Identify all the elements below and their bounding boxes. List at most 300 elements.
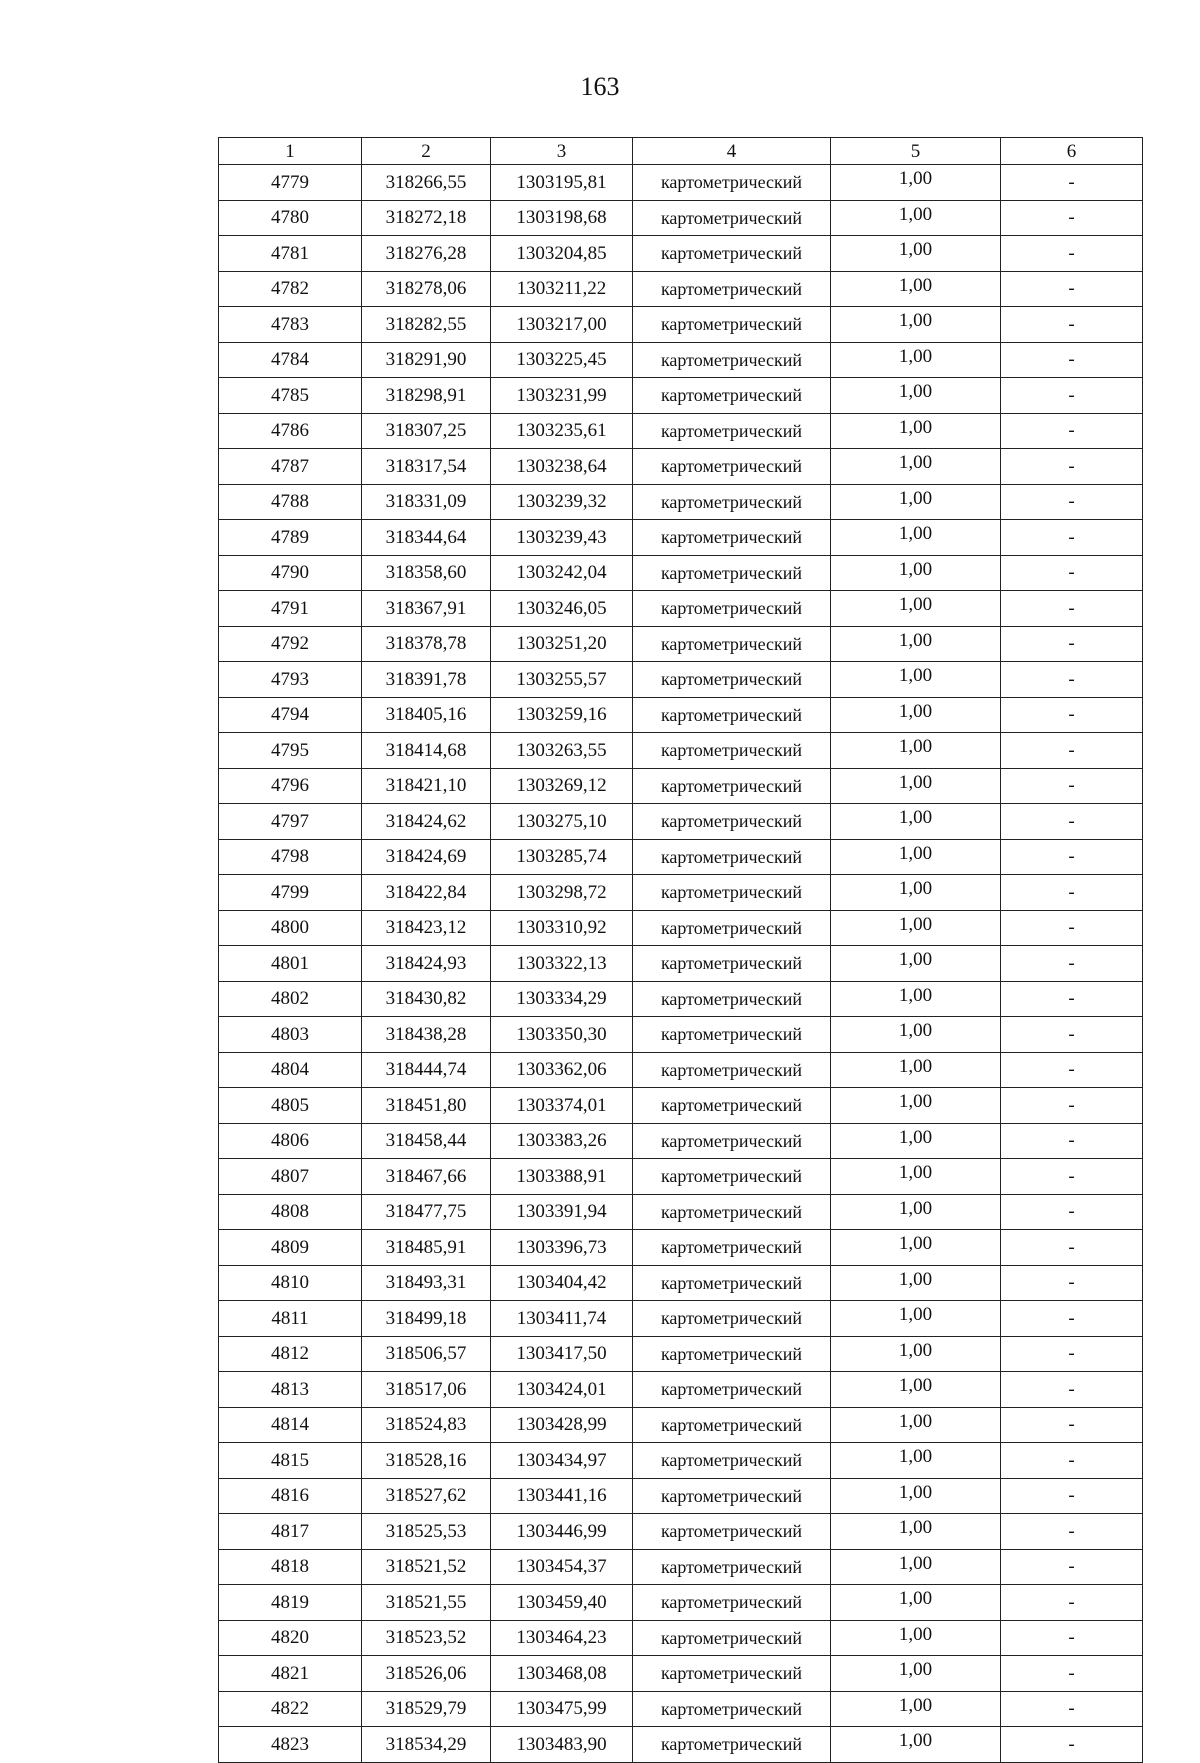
note-cell: - [1001, 1159, 1143, 1195]
note-cell: - [1001, 1585, 1143, 1621]
method-cell: картометрический [633, 1691, 831, 1727]
column-header: 5 [831, 138, 1001, 165]
y-coordinate-cell: 1303217,00 [491, 307, 633, 343]
accuracy-cell: 1,00 [831, 1549, 1001, 1585]
table-header-row [219, 138, 1143, 165]
table-row [219, 342, 1143, 378]
note-cell: - [1001, 236, 1143, 272]
y-coordinate-cell: 1303428,99 [491, 1407, 633, 1443]
y-coordinate-cell: 1303239,43 [491, 520, 633, 556]
point-number-cell: 4820 [219, 1620, 362, 1656]
x-coordinate-cell: 318423,12 [362, 910, 491, 946]
method-cell: картометрический [633, 484, 831, 520]
table-row [219, 1301, 1143, 1337]
method-cell: картометрический [633, 1585, 831, 1621]
point-number-cell: 4822 [219, 1691, 362, 1727]
table-row [219, 378, 1143, 414]
accuracy-cell: 1,00 [831, 271, 1001, 307]
x-coordinate-cell: 318282,55 [362, 307, 491, 343]
note-cell: - [1001, 449, 1143, 485]
table-row [219, 1336, 1143, 1372]
point-number-cell: 4801 [219, 946, 362, 982]
method-cell: картометрический [633, 1088, 831, 1124]
x-coordinate-cell: 318517,06 [362, 1372, 491, 1408]
point-number-cell: 4795 [219, 733, 362, 769]
table-row [219, 1549, 1143, 1585]
note-cell: - [1001, 1407, 1143, 1443]
point-number-cell: 4792 [219, 626, 362, 662]
point-number-cell: 4800 [219, 910, 362, 946]
note-cell: - [1001, 1372, 1143, 1408]
column-header: 4 [633, 138, 831, 165]
x-coordinate-cell: 318317,54 [362, 449, 491, 485]
y-coordinate-cell: 1303475,99 [491, 1691, 633, 1727]
y-coordinate-cell: 1303263,55 [491, 733, 633, 769]
table-header [219, 138, 1143, 165]
point-number-cell: 4789 [219, 520, 362, 556]
table-row [219, 1656, 1143, 1692]
accuracy-cell: 1,00 [831, 520, 1001, 556]
table-row [219, 1123, 1143, 1159]
y-coordinate-cell: 1303239,32 [491, 484, 633, 520]
table-row [219, 981, 1143, 1017]
note-cell: - [1001, 1549, 1143, 1585]
x-coordinate-cell: 318521,55 [362, 1585, 491, 1621]
y-coordinate-cell: 1303454,37 [491, 1549, 633, 1585]
accuracy-cell: 1,00 [831, 1265, 1001, 1301]
x-coordinate-cell: 318521,52 [362, 1549, 491, 1585]
point-number-cell: 4798 [219, 839, 362, 875]
x-coordinate-cell: 318528,16 [362, 1443, 491, 1479]
note-cell: - [1001, 768, 1143, 804]
method-cell: картометрический [633, 520, 831, 556]
x-coordinate-cell: 318485,91 [362, 1230, 491, 1266]
accuracy-cell: 1,00 [831, 484, 1001, 520]
table-row [219, 626, 1143, 662]
method-cell: картометрический [633, 1336, 831, 1372]
method-cell: картометрический [633, 697, 831, 733]
accuracy-cell: 1,00 [831, 1159, 1001, 1195]
point-number-cell: 4794 [219, 697, 362, 733]
point-number-cell: 4790 [219, 555, 362, 591]
table-row [219, 1265, 1143, 1301]
note-cell: - [1001, 839, 1143, 875]
note-cell: - [1001, 1656, 1143, 1692]
column-header: 6 [1001, 138, 1143, 165]
method-cell: картометрический [633, 1514, 831, 1550]
x-coordinate-cell: 318451,80 [362, 1088, 491, 1124]
table-row [219, 1407, 1143, 1443]
x-coordinate-cell: 318430,82 [362, 981, 491, 1017]
method-cell: картометрический [633, 1052, 831, 1088]
x-coordinate-cell: 318272,18 [362, 200, 491, 236]
note-cell: - [1001, 981, 1143, 1017]
y-coordinate-cell: 1303434,97 [491, 1443, 633, 1479]
point-number-cell: 4793 [219, 662, 362, 698]
method-cell: картометрический [633, 875, 831, 911]
point-number-cell: 4805 [219, 1088, 362, 1124]
y-coordinate-cell: 1303238,64 [491, 449, 633, 485]
y-coordinate-cell: 1303322,13 [491, 946, 633, 982]
accuracy-cell: 1,00 [831, 1407, 1001, 1443]
table-row [219, 484, 1143, 520]
method-cell: картометрический [633, 413, 831, 449]
table-row [219, 875, 1143, 911]
point-number-cell: 4810 [219, 1265, 362, 1301]
table-row [219, 307, 1143, 343]
method-cell: картометрический [633, 1372, 831, 1408]
column-header: 2 [362, 138, 491, 165]
accuracy-cell: 1,00 [831, 449, 1001, 485]
point-number-cell: 4819 [219, 1585, 362, 1621]
table-row [219, 1585, 1143, 1621]
accuracy-cell: 1,00 [831, 413, 1001, 449]
method-cell: картометрический [633, 591, 831, 627]
x-coordinate-cell: 318458,44 [362, 1123, 491, 1159]
y-coordinate-cell: 1303211,22 [491, 271, 633, 307]
table-row [219, 1514, 1143, 1550]
y-coordinate-cell: 1303459,40 [491, 1585, 633, 1621]
point-number-cell: 4783 [219, 307, 362, 343]
note-cell: - [1001, 1478, 1143, 1514]
table-row [219, 768, 1143, 804]
method-cell: картометрический [633, 307, 831, 343]
accuracy-cell: 1,00 [831, 342, 1001, 378]
accuracy-cell: 1,00 [831, 1443, 1001, 1479]
note-cell: - [1001, 1230, 1143, 1266]
accuracy-cell: 1,00 [831, 839, 1001, 875]
column-header: 3 [491, 138, 633, 165]
x-coordinate-cell: 318391,78 [362, 662, 491, 698]
method-cell: картометрический [633, 733, 831, 769]
x-coordinate-cell: 318358,60 [362, 555, 491, 591]
y-coordinate-cell: 1303251,20 [491, 626, 633, 662]
point-number-cell: 4804 [219, 1052, 362, 1088]
accuracy-cell: 1,00 [831, 768, 1001, 804]
point-number-cell: 4802 [219, 981, 362, 1017]
y-coordinate-cell: 1303417,50 [491, 1336, 633, 1372]
note-cell: - [1001, 307, 1143, 343]
point-number-cell: 4796 [219, 768, 362, 804]
point-number-cell: 4784 [219, 342, 362, 378]
method-cell: картометрический [633, 200, 831, 236]
table-row [219, 1052, 1143, 1088]
accuracy-cell: 1,00 [831, 1372, 1001, 1408]
method-cell: картометрический [633, 1620, 831, 1656]
point-number-cell: 4807 [219, 1159, 362, 1195]
point-number-cell: 4815 [219, 1443, 362, 1479]
note-cell: - [1001, 1727, 1143, 1763]
table-row [219, 1372, 1143, 1408]
method-cell: картометрический [633, 1443, 831, 1479]
table-row [219, 1088, 1143, 1124]
y-coordinate-cell: 1303404,42 [491, 1265, 633, 1301]
x-coordinate-cell: 318367,91 [362, 591, 491, 627]
point-number-cell: 4799 [219, 875, 362, 911]
point-number-cell: 4785 [219, 378, 362, 414]
y-coordinate-cell: 1303483,90 [491, 1727, 633, 1763]
note-cell: - [1001, 378, 1143, 414]
point-number-cell: 4821 [219, 1656, 362, 1692]
accuracy-cell: 1,00 [831, 1052, 1001, 1088]
accuracy-cell: 1,00 [831, 910, 1001, 946]
y-coordinate-cell: 1303204,85 [491, 236, 633, 272]
note-cell: - [1001, 626, 1143, 662]
x-coordinate-cell: 318444,74 [362, 1052, 491, 1088]
table-row [219, 591, 1143, 627]
x-coordinate-cell: 318291,90 [362, 342, 491, 378]
table-row [219, 1620, 1143, 1656]
y-coordinate-cell: 1303396,73 [491, 1230, 633, 1266]
table-row [219, 200, 1143, 236]
point-number-cell: 4780 [219, 200, 362, 236]
accuracy-cell: 1,00 [831, 165, 1001, 201]
point-number-cell: 4797 [219, 804, 362, 840]
y-coordinate-cell: 1303255,57 [491, 662, 633, 698]
method-cell: картометрический [633, 1017, 831, 1053]
x-coordinate-cell: 318331,09 [362, 484, 491, 520]
y-coordinate-cell: 1303246,05 [491, 591, 633, 627]
point-number-cell: 4814 [219, 1407, 362, 1443]
note-cell: - [1001, 413, 1143, 449]
method-cell: картометрический [633, 1478, 831, 1514]
accuracy-cell: 1,00 [831, 1230, 1001, 1266]
y-coordinate-cell: 1303441,16 [491, 1478, 633, 1514]
y-coordinate-cell: 1303259,16 [491, 697, 633, 733]
point-number-cell: 4788 [219, 484, 362, 520]
x-coordinate-cell: 318278,06 [362, 271, 491, 307]
table-row [219, 1159, 1143, 1195]
x-coordinate-cell: 318506,57 [362, 1336, 491, 1372]
method-cell: картометрический [633, 1159, 831, 1195]
table-row [219, 271, 1143, 307]
note-cell: - [1001, 271, 1143, 307]
page-number: 163 [580, 72, 620, 101]
note-cell: - [1001, 1336, 1143, 1372]
note-cell: - [1001, 1052, 1143, 1088]
note-cell: - [1001, 1443, 1143, 1479]
y-coordinate-cell: 1303242,04 [491, 555, 633, 591]
accuracy-cell: 1,00 [831, 200, 1001, 236]
point-number-cell: 4812 [219, 1336, 362, 1372]
x-coordinate-cell: 318424,69 [362, 839, 491, 875]
point-number-cell: 4823 [219, 1727, 362, 1763]
x-coordinate-cell: 318266,55 [362, 165, 491, 201]
x-coordinate-cell: 318438,28 [362, 1017, 491, 1053]
accuracy-cell: 1,00 [831, 1478, 1001, 1514]
method-cell: картометрический [633, 768, 831, 804]
method-cell: картометрический [633, 1301, 831, 1337]
table-row [219, 733, 1143, 769]
accuracy-cell: 1,00 [831, 1336, 1001, 1372]
accuracy-cell: 1,00 [831, 307, 1001, 343]
table-row [219, 1443, 1143, 1479]
method-cell: картометрический [633, 1194, 831, 1230]
y-coordinate-cell: 1303269,12 [491, 768, 633, 804]
accuracy-cell: 1,00 [831, 1691, 1001, 1727]
note-cell: - [1001, 165, 1143, 201]
accuracy-cell: 1,00 [831, 1088, 1001, 1124]
note-cell: - [1001, 555, 1143, 591]
point-number-cell: 4817 [219, 1514, 362, 1550]
x-coordinate-cell: 318422,84 [362, 875, 491, 911]
x-coordinate-cell: 318493,31 [362, 1265, 491, 1301]
method-cell: картометрический [633, 449, 831, 485]
point-number-cell: 4787 [219, 449, 362, 485]
accuracy-cell: 1,00 [831, 946, 1001, 982]
table-row [219, 165, 1143, 201]
method-cell: картометрический [633, 1230, 831, 1266]
point-number-cell: 4806 [219, 1123, 362, 1159]
y-coordinate-cell: 1303298,72 [491, 875, 633, 911]
note-cell: - [1001, 1301, 1143, 1337]
note-cell: - [1001, 1691, 1143, 1727]
point-number-cell: 4791 [219, 591, 362, 627]
method-cell: картометрический [633, 626, 831, 662]
accuracy-cell: 1,00 [831, 1727, 1001, 1763]
y-coordinate-cell: 1303231,99 [491, 378, 633, 414]
x-coordinate-cell: 318499,18 [362, 1301, 491, 1337]
x-coordinate-cell: 318424,62 [362, 804, 491, 840]
method-cell: картометрический [633, 910, 831, 946]
method-cell: картометрический [633, 1123, 831, 1159]
note-cell: - [1001, 1514, 1143, 1550]
y-coordinate-cell: 1303334,29 [491, 981, 633, 1017]
table-row [219, 413, 1143, 449]
column-header: 1 [219, 138, 362, 165]
y-coordinate-cell: 1303383,26 [491, 1123, 633, 1159]
accuracy-cell: 1,00 [831, 1017, 1001, 1053]
table-row [219, 520, 1143, 556]
x-coordinate-cell: 318405,16 [362, 697, 491, 733]
y-coordinate-cell: 1303350,30 [491, 1017, 633, 1053]
coordinates-table [218, 137, 1143, 1763]
point-number-cell: 4813 [219, 1372, 362, 1408]
accuracy-cell: 1,00 [831, 1514, 1001, 1550]
table-row [219, 1230, 1143, 1266]
y-coordinate-cell: 1303285,74 [491, 839, 633, 875]
note-cell: - [1001, 875, 1143, 911]
note-cell: - [1001, 804, 1143, 840]
y-coordinate-cell: 1303468,08 [491, 1656, 633, 1692]
x-coordinate-cell: 318534,29 [362, 1727, 491, 1763]
x-coordinate-cell: 318523,52 [362, 1620, 491, 1656]
y-coordinate-cell: 1303275,10 [491, 804, 633, 840]
accuracy-cell: 1,00 [831, 804, 1001, 840]
table-row [219, 946, 1143, 982]
note-cell: - [1001, 946, 1143, 982]
table-row [219, 804, 1143, 840]
table-row [219, 555, 1143, 591]
note-cell: - [1001, 1088, 1143, 1124]
accuracy-cell: 1,00 [831, 981, 1001, 1017]
y-coordinate-cell: 1303446,99 [491, 1514, 633, 1550]
accuracy-cell: 1,00 [831, 1620, 1001, 1656]
table-row [219, 697, 1143, 733]
point-number-cell: 4781 [219, 236, 362, 272]
note-cell: - [1001, 342, 1143, 378]
method-cell: картометрический [633, 981, 831, 1017]
x-coordinate-cell: 318414,68 [362, 733, 491, 769]
point-number-cell: 4779 [219, 165, 362, 201]
accuracy-cell: 1,00 [831, 626, 1001, 662]
note-cell: - [1001, 733, 1143, 769]
y-coordinate-cell: 1303424,01 [491, 1372, 633, 1408]
y-coordinate-cell: 1303362,06 [491, 1052, 633, 1088]
point-number-cell: 4818 [219, 1549, 362, 1585]
x-coordinate-cell: 318298,91 [362, 378, 491, 414]
table-row [219, 236, 1143, 272]
method-cell: картометрический [633, 1549, 831, 1585]
point-number-cell: 4782 [219, 271, 362, 307]
point-number-cell: 4809 [219, 1230, 362, 1266]
x-coordinate-cell: 318421,10 [362, 768, 491, 804]
note-cell: - [1001, 591, 1143, 627]
y-coordinate-cell: 1303235,61 [491, 413, 633, 449]
accuracy-cell: 1,00 [831, 1123, 1001, 1159]
y-coordinate-cell: 1303310,92 [491, 910, 633, 946]
method-cell: картометрический [633, 1407, 831, 1443]
method-cell: картометрический [633, 378, 831, 414]
x-coordinate-cell: 318526,06 [362, 1656, 491, 1692]
table-row [219, 449, 1143, 485]
note-cell: - [1001, 1194, 1143, 1230]
table-row [219, 910, 1143, 946]
method-cell: картометрический [633, 1265, 831, 1301]
accuracy-cell: 1,00 [831, 378, 1001, 414]
table-row [219, 1691, 1143, 1727]
accuracy-cell: 1,00 [831, 555, 1001, 591]
point-number-cell: 4803 [219, 1017, 362, 1053]
method-cell: картометрический [633, 236, 831, 272]
y-coordinate-cell: 1303198,68 [491, 200, 633, 236]
x-coordinate-cell: 318424,93 [362, 946, 491, 982]
y-coordinate-cell: 1303391,94 [491, 1194, 633, 1230]
method-cell: картометрический [633, 271, 831, 307]
accuracy-cell: 1,00 [831, 662, 1001, 698]
note-cell: - [1001, 910, 1143, 946]
method-cell: картометрический [633, 165, 831, 201]
accuracy-cell: 1,00 [831, 733, 1001, 769]
note-cell: - [1001, 1620, 1143, 1656]
method-cell: картометрический [633, 555, 831, 591]
accuracy-cell: 1,00 [831, 1656, 1001, 1692]
y-coordinate-cell: 1303225,45 [491, 342, 633, 378]
point-number-cell: 4811 [219, 1301, 362, 1337]
y-coordinate-cell: 1303195,81 [491, 165, 633, 201]
note-cell: - [1001, 1123, 1143, 1159]
y-coordinate-cell: 1303374,01 [491, 1088, 633, 1124]
x-coordinate-cell: 318527,62 [362, 1478, 491, 1514]
note-cell: - [1001, 1017, 1143, 1053]
x-coordinate-cell: 318344,64 [362, 520, 491, 556]
note-cell: - [1001, 662, 1143, 698]
method-cell: картометрический [633, 946, 831, 982]
method-cell: картометрический [633, 839, 831, 875]
x-coordinate-cell: 318477,75 [362, 1194, 491, 1230]
note-cell: - [1001, 1265, 1143, 1301]
x-coordinate-cell: 318524,83 [362, 1407, 491, 1443]
table-row [219, 1727, 1143, 1763]
point-number-cell: 4808 [219, 1194, 362, 1230]
table-row [219, 1194, 1143, 1230]
method-cell: картометрический [633, 1727, 831, 1763]
x-coordinate-cell: 318529,79 [362, 1691, 491, 1727]
note-cell: - [1001, 200, 1143, 236]
y-coordinate-cell: 1303411,74 [491, 1301, 633, 1337]
accuracy-cell: 1,00 [831, 591, 1001, 627]
method-cell: картометрический [633, 1656, 831, 1692]
